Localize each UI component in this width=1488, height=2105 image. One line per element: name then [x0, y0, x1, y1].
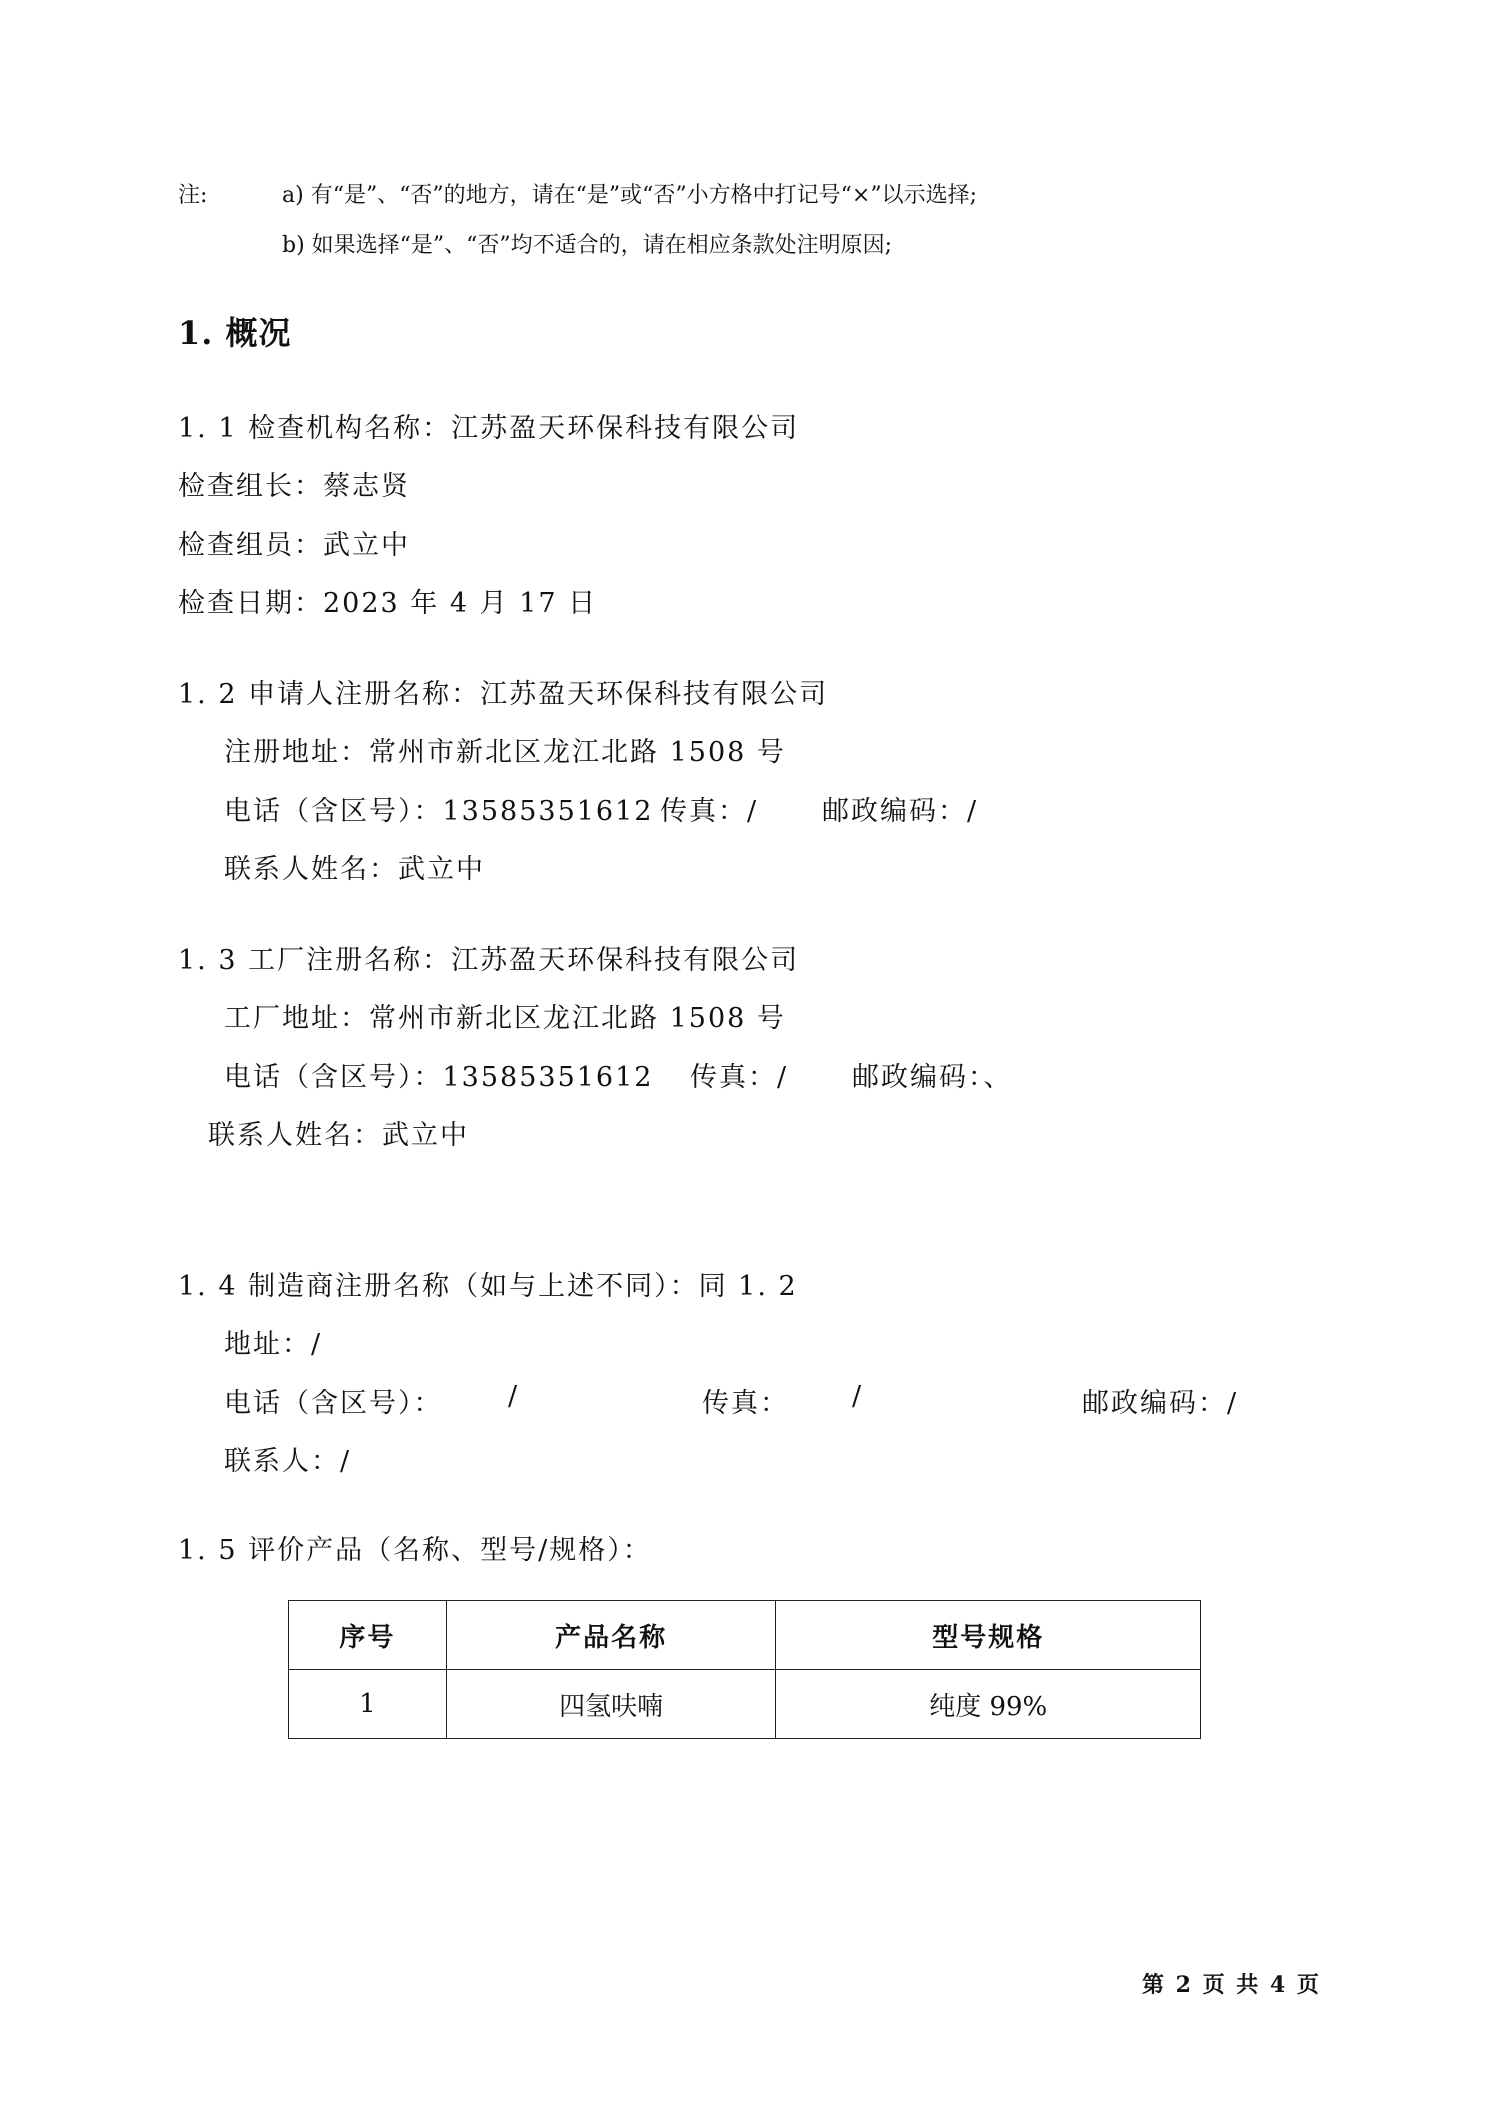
cell-index: 1: [289, 1670, 447, 1739]
header-product-name: 产品名称: [446, 1601, 776, 1670]
note-a: a) 有“是”、“否”的地方，请在“是”或“否”小方格中打记号“×”以示选择;: [282, 183, 978, 208]
factory-fax: 传真：/: [690, 1062, 789, 1093]
factory-phone: 电话（含区号）：13585351612: [224, 1062, 654, 1093]
note-label: 注:: [178, 183, 208, 208]
manufacturer-address: 地址：/: [224, 1329, 323, 1360]
note-b: b) 如果选择“是”、“否”均不适合的，请在相应条款处注明原因;: [282, 233, 893, 258]
factory-postcode: 邮政编码：、: [852, 1062, 1013, 1093]
header-index: 序号: [289, 1601, 447, 1670]
page-number: 第 2 页 共 4 页: [1142, 1972, 1321, 1998]
factory-contact: 联系人姓名：武立中: [208, 1120, 469, 1151]
applicant-phone: 电话（含区号）：13585351612: [224, 796, 654, 827]
manufacturer-phone-value: /: [508, 1381, 520, 1412]
manufacturer-postcode: 邮政编码：/: [1082, 1388, 1239, 1419]
manufacturer-name: 1. 4 制造商注册名称（如与上述不同）：同 1. 2: [178, 1271, 798, 1302]
applicant-postcode: 邮政编码：/: [822, 796, 979, 827]
manufacturer-fax-value: /: [852, 1381, 864, 1412]
applicant-contact: 联系人姓名：武立中: [224, 854, 485, 885]
inspection-org: 1. 1 检查机构名称：江苏盈天环保科技有限公司: [178, 413, 800, 444]
inspection-member: 检查组员：武立中: [178, 530, 410, 561]
product-table: [288, 1600, 1201, 1739]
inspection-leader: 检查组长：蔡志贤: [178, 471, 410, 502]
cell-model-spec: 纯度 99%: [776, 1670, 1201, 1739]
manufacturer-contact: 联系人：/: [224, 1446, 352, 1477]
table-header-row: [289, 1601, 1201, 1670]
factory-address: 工厂地址：常州市新北区龙江北路 1508 号: [224, 1003, 786, 1034]
products-title: 1. 5 评价产品（名称、型号/规格）：: [178, 1535, 652, 1566]
section-title: 1. 概况: [178, 314, 292, 352]
applicant-address: 注册地址：常州市新北区龙江北路 1508 号: [224, 737, 786, 768]
cell-product-name: 四氢呋喃: [446, 1670, 776, 1739]
inspection-date: 检查日期：2023 年 4 月 17 日: [178, 588, 598, 619]
applicant-name: 1. 2 申请人注册名称：江苏盈天环保科技有限公司: [178, 679, 829, 710]
factory-name: 1. 3 工厂注册名称：江苏盈天环保科技有限公司: [178, 945, 800, 976]
table-row: [289, 1670, 1201, 1739]
header-model-spec: 型号规格: [776, 1601, 1201, 1670]
manufacturer-phone-label: 电话（含区号）：: [224, 1388, 443, 1419]
manufacturer-fax-label: 传真：: [702, 1388, 789, 1419]
applicant-fax: 传真：/: [660, 796, 759, 827]
